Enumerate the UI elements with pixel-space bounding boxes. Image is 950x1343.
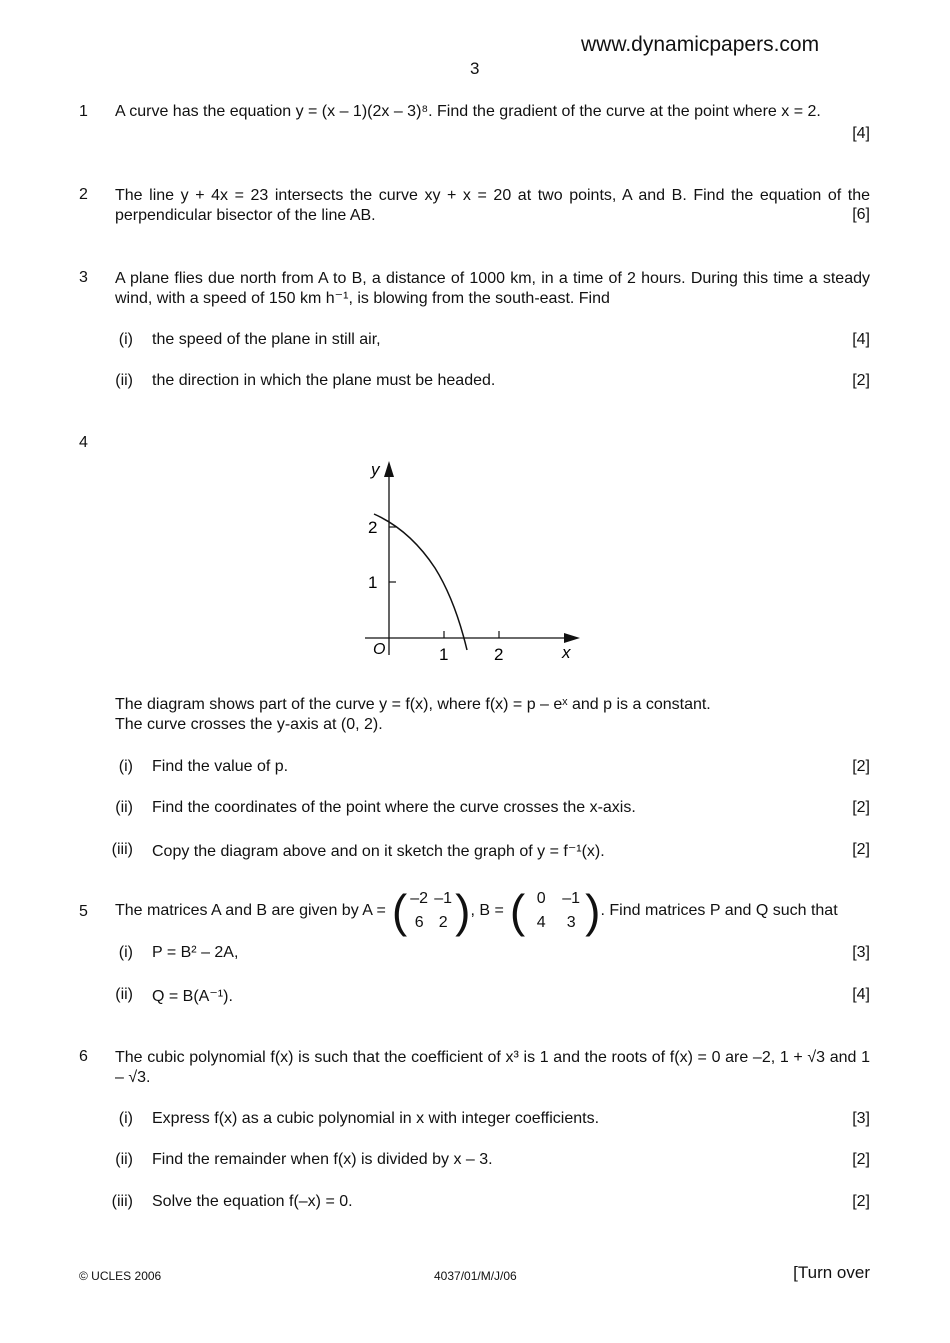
question-6-part-text: Solve the equation f(–x) = 0. bbox=[152, 1193, 353, 1210]
matrix-b bbox=[509, 885, 601, 937]
question-5-part-label: (ii) bbox=[115, 986, 133, 1003]
matrix-a-cell: 2 bbox=[438, 914, 448, 931]
x-axis-label: x bbox=[562, 643, 571, 662]
question-6-number: 6 bbox=[79, 1048, 88, 1065]
question-3-number: 3 bbox=[79, 269, 88, 286]
matrix-a-cell: 6 bbox=[414, 914, 424, 931]
matrix-a-left-paren: ( bbox=[391, 885, 408, 937]
question-1-text: A curve has the equation y = (x – 1)(2x – 3)⁸. Find the gradient of the curve at the point where x = 2. bbox=[115, 103, 821, 120]
matrix-b-left-paren: ( bbox=[509, 885, 526, 937]
question-5-outro: . Find matrices P and Q such that bbox=[600, 902, 838, 919]
y-tick-label-1: 1 bbox=[368, 573, 378, 592]
x-tick-label-1: 1 bbox=[439, 645, 449, 664]
question-5-part-mark: [3] bbox=[852, 944, 870, 961]
question-4-part-mark: [2] bbox=[852, 799, 870, 816]
matrix-a-right-paren: ) bbox=[455, 885, 471, 937]
matrix-b-cell: –1 bbox=[562, 890, 581, 907]
question-2-text: The line y + 4x = 23 intersects the curve xy + x = 20 at two points, A and B. Find the equation of the perpendicular bisector of the line AB. bbox=[115, 187, 870, 224]
question-4-part-mark: [2] bbox=[852, 758, 870, 775]
matrix-b-right-paren: ) bbox=[585, 885, 601, 937]
question-3-part-text: the speed of the plane in still air, bbox=[152, 331, 381, 348]
y-axis-label: y bbox=[371, 460, 380, 479]
question-3-text: A plane flies due north from A to B, a distance of 1000 km, in a time of 2 hours. During this time a steady wind, with a speed of 150 km h⁻¹, is blowing from the south-east. Find bbox=[115, 270, 870, 307]
x-tick-label-2: 2 bbox=[494, 645, 504, 664]
origin-label: O bbox=[373, 641, 386, 658]
question-4-part-label: (iii) bbox=[111, 841, 133, 858]
matrix-b-cell: 4 bbox=[536, 914, 546, 931]
footer-turn-over: [Turn over bbox=[793, 1263, 870, 1282]
matrix-b-cell: 3 bbox=[566, 914, 576, 931]
footer-copyright: © UCLES 2006 bbox=[79, 1269, 162, 1283]
question-6-part-mark: [2] bbox=[852, 1151, 870, 1168]
matrix-a bbox=[391, 885, 471, 937]
page-number: 3 bbox=[470, 59, 480, 78]
question-4-part-text: Find the coordinates of the point where the curve crosses the x-axis. bbox=[152, 799, 636, 816]
y-axis-arrow bbox=[384, 461, 394, 477]
question-5-part-mark: [4] bbox=[852, 986, 870, 1003]
question-6-part-mark: [2] bbox=[852, 1193, 870, 1210]
curve-diagram bbox=[360, 455, 590, 670]
question-5-intro: The matrices A and B are given by A = bbox=[115, 902, 386, 919]
question-2-mark: [6] bbox=[852, 206, 870, 223]
question-4-part-label: (i) bbox=[118, 758, 133, 775]
question-5-line bbox=[115, 883, 838, 939]
y-tick-label-2: 2 bbox=[368, 518, 378, 537]
question-6-part-label: (i) bbox=[118, 1110, 133, 1127]
footer-paper-code: 4037/01/M/J/06 bbox=[434, 1269, 517, 1283]
question-3-part-mark: [2] bbox=[852, 372, 870, 389]
question-4-part-text: Find the value of p. bbox=[152, 758, 289, 775]
question-6-text: The cubic polynomial f(x) is such that the coefficient of x³ is 1 and the roots of f(x) = 0 are –2, 1 + √3 and 1 – √3. bbox=[115, 1049, 870, 1086]
question-4-text-line1: The diagram shows part of the curve y = f(x), where f(x) = p – eˣ and p is a constant. bbox=[115, 696, 711, 713]
question-6-part-mark: [3] bbox=[852, 1110, 870, 1127]
curve bbox=[374, 514, 467, 650]
question-3-part-text: the direction in which the plane must be headed. bbox=[152, 372, 496, 389]
question-6-part-label: (iii) bbox=[111, 1193, 133, 1210]
question-5-part-text: P = B² – 2A, bbox=[152, 944, 239, 961]
question-6-part-text: Express f(x) as a cubic polynomial in x with integer coefficients. bbox=[152, 1110, 600, 1127]
question-4-part-text: Copy the diagram above and on it sketch the graph of y = f⁻¹(x). bbox=[152, 843, 605, 860]
matrix-a-cell: –1 bbox=[434, 890, 453, 907]
matrix-b-cell: 0 bbox=[536, 890, 546, 907]
question-1-number: 1 bbox=[79, 103, 88, 120]
question-3-part-mark: [4] bbox=[852, 331, 870, 348]
question-4-text-line2: The curve crosses the y-axis at (0, 2). bbox=[115, 716, 383, 733]
question-5-b-label: , B = bbox=[470, 902, 504, 919]
x-axis-arrow bbox=[564, 633, 580, 643]
question-6-part-text: Find the remainder when f(x) is divided by x – 3. bbox=[152, 1151, 493, 1168]
website-url: www.dynamicpapers.com bbox=[581, 33, 820, 56]
question-3-part-label: (ii) bbox=[115, 372, 133, 389]
question-5-number: 5 bbox=[79, 903, 88, 920]
question-4-part-label: (ii) bbox=[115, 799, 133, 816]
question-1-mark: [4] bbox=[852, 125, 870, 142]
question-2-number: 2 bbox=[79, 186, 88, 203]
question-4-part-mark: [2] bbox=[852, 841, 870, 858]
question-3-part-label: (i) bbox=[118, 331, 133, 348]
question-6-part-label: (ii) bbox=[115, 1151, 133, 1168]
matrix-a-cell: –2 bbox=[410, 890, 429, 907]
question-5-part-label: (i) bbox=[118, 944, 133, 961]
question-4-number: 4 bbox=[79, 434, 88, 451]
question-5-part-text: Q = B(A⁻¹). bbox=[152, 988, 233, 1005]
